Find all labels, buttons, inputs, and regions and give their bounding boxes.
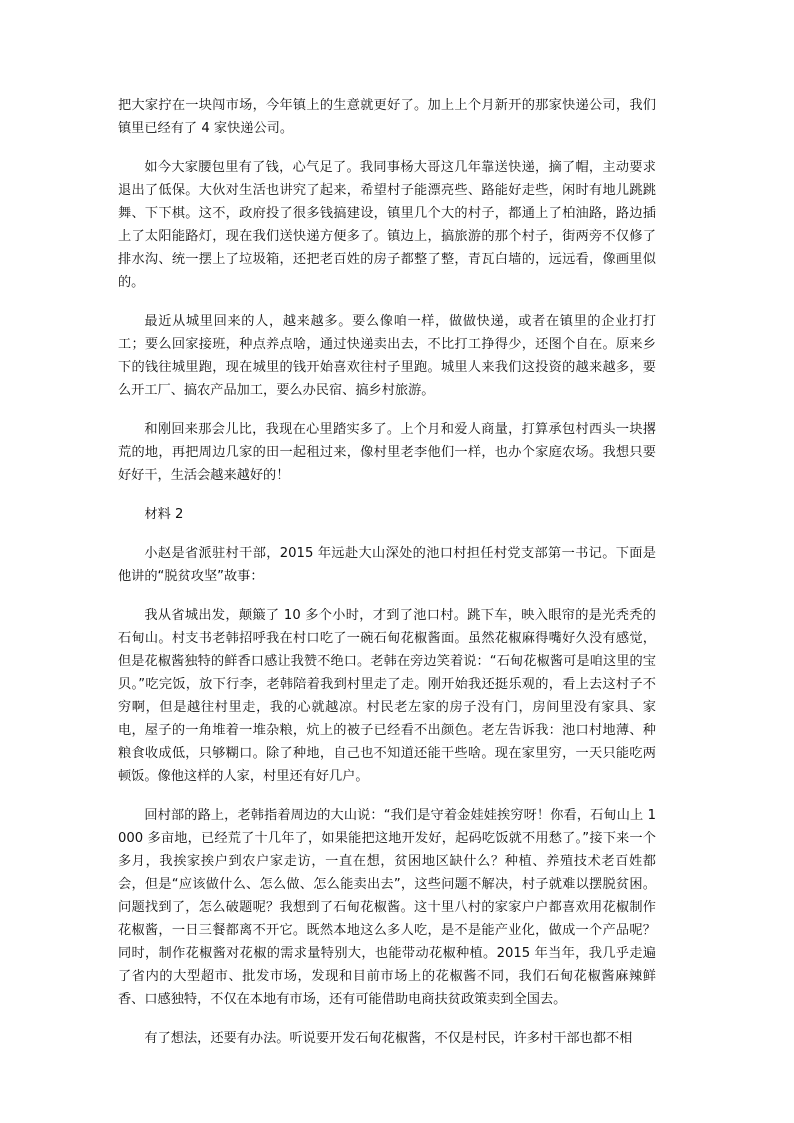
paragraph-village-life: 如今大家腰包里有了钱，心气足了。我同事杨大哥这几年靠送快递，摘了帽，主动要求退出了低保。大伙对生活也讲究了起来，希望村子能漂亮些、路能好走些，闲时有地儿跳跳舞、下下棋。这不，政府投了很多钱搞建设，镇里几个大的村子，都通上了柏油路，路边插上了太阳能路灯，现在我们送快递方便多了。镇边上，搞旅游的那个村子，街两旁不仅修了排水沟、统一摆上了垃圾箱，还把老百姓的房子都整了整，青瓦白墙的，远远看，像画里似的。 [118,160,656,290]
paragraph-family-farm: 和刚回来那会儿比，我现在心里踏实多了。上个月和爱人商量，打算承包村西头一块撂荒的地，再把周边几家的田一起租过来，像村里老李他们一样，也办个家庭农场。我想只要好好干，生活会越来越好的！ [118,422,656,483]
paragraph-pepper-sauce-idea: 回村部的路上，老韩指着周边的大山说：“我们是守着金娃娃挨穷呀！你看，石甸山上 1000 多亩地，已经荒了十几年了，如果能把这地开发好，起码吃饭就不用愁了。”接下来一个多月，我挨家挨户到农户家走访，一直在想，贫困地区缺什么？种植、养殖技术老百姓都会，但是“应该做什么、怎么做、怎么能卖出去”，这些问题不解决，村子就难以摆脱贫困。问题找到了，怎么破题呢？我想到了石甸花椒酱。这十里八村的家家户户都喜欢用花椒制作花椒酱，一日三餐都离不开它。既然本地这么多人吃，是不是能产业化，做成一个产品呢？同时，制作花椒酱对花椒的需求量特别大，也能带动花椒种植。2015 年当年，我几乎走遍了省内的大型超市、批发市场，发现和目前市场上的花椒酱不同，我们石甸花椒酱麻辣鲜香、口感独特，不仅在本地有市场，还有可能借助电商扶贫政策卖到全国去。 [118,808,656,1007]
paragraph-xiao-zhao-intro: 小赵是省派驻村干部，2015 年远赴大山深处的池口村担任村党支部第一书记。下面是他讲的“脱贫攻坚”故事： [118,546,656,584]
paragraph-express-companies: 把大家拧在一块闯市场，今年镇上的生意就更好了。加上上个月新开的那家快递公司，我们镇里已经有了 4 家快递公司。 [118,98,656,136]
document-page [118,94,656,1066]
paragraph-arrival-chikou: 我从省城出发，颠簸了 10 多个小时，才到了池口村。跳下车，映入眼帘的是光秃秃的石甸山。村支书老韩招呼我在村口吃了一碗石甸花椒酱面。虽然花椒麻得嘴好久没有感觉，但是花椒酱独特的鲜香口感让我赞不绝口。老韩在旁边笑着说：“石甸花椒酱可是咱这里的宝贝。”吃完饭，放下行李，老韩陪着我到村里走了走。刚开始我还挺乐观的，看上去这村子不穷啊，但是越往村里走，我的心就越凉。村民老左家的房子没有门，房间里没有家具、家电，屋子的一角堆着一堆杂粮，炕上的被子已经看不出颜色。老左告诉我：池口村地薄、种粮食收成低，只够糊口。除了种地，自己也不知道还能干些啥。现在家里穷，一天只能吃两顿饭。像他这样的人家，村里还有好几户。 [118,608,656,784]
material-heading: 材料 2 [144,507,184,522]
paragraph-method: 有了想法，还要有办法。听说要开发石甸花椒酱，不仅是村民，许多村干部也都不相 [144,1031,633,1046]
paragraph-returning-people: 最近从城里回来的人，越来越多。要么像咱一样，做做快递，或者在镇里的企业打打工；要么回家接班，种点养点啥，通过快递卖出去，不比打工挣得少，还图个自在。原来乡下的钱往城里跑，现在城里的钱开始喜欢往村子里跑。城里人来我们这投资的越来越多，要么开工厂、搞农产品加工，要么办民宿、搞乡村旅游。 [118,314,656,398]
